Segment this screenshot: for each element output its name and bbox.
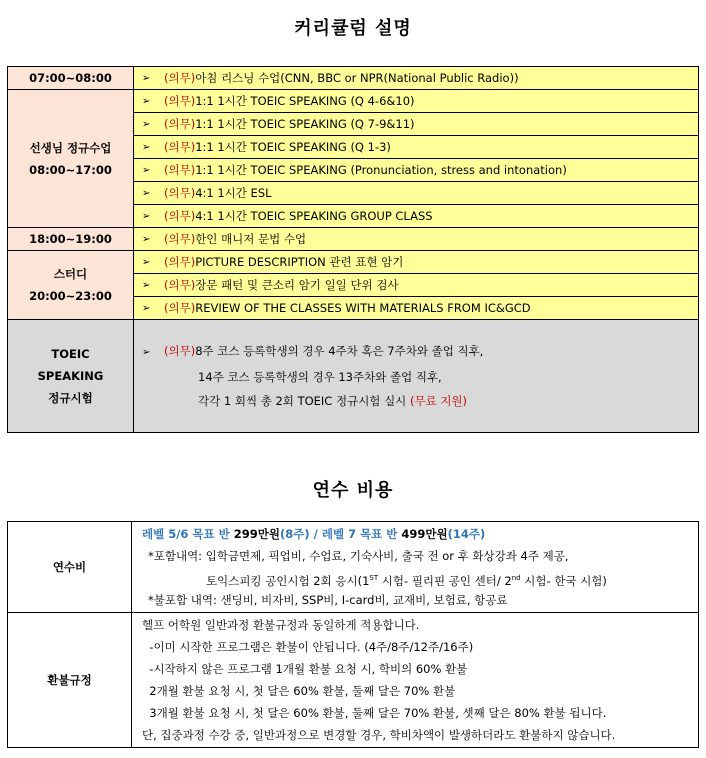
fees-table — [7, 521, 699, 748]
curriculum-table — [7, 66, 699, 433]
curriculum-item: ➢ (의무) 1:1 1시간 TOEIC SPEAKING (Q 4-6&10) — [142, 94, 415, 108]
curriculum-item: ➢ (의무) 한인 매니저 문법 수업 — [142, 232, 307, 246]
fee-details: 레벨 5/6 목표 반 299만원(8주) / 레벨 7 목표 반 499만원(14주) *포함내역: 입학금면제, 픽업비, 수업료, 기숙사비, 출국 전 or 후 화상강좌 4주 제공, 토익스피킹 공인시험 2회 응시(1ST 시험- 필리핀 공인 센터/ 2nd 시험- 한국 시험) *불포함 내역: 샌딩비, 비자비, SSP비, I-card비, 교재비, 보험료, 항공료 — [132, 522, 699, 613]
curriculum-item: ➢ (의무) PICTURE DESCRIPTION 관련 표현 암기 — [142, 255, 404, 269]
time-label: 07:00~08:00 — [8, 67, 134, 90]
exam-description: ➢ (의무)8주 코스 등록학생의 경우 4주차 혹은 7주차와 졸업 직후, 14주 코스 등록학생의 경우 13주차와 졸업 직후, 각각 1 회씩 총 2회 TOEIC 정규시험 실시 (무료 지원) — [134, 320, 699, 433]
time-label: 18:00~19:00 — [8, 228, 134, 251]
curriculum-item: ➢ (의무) 장문 패턴 및 큰소리 암기 일일 단위 검사 — [142, 278, 399, 292]
refund-details: 헬프 어학원 일반과정 환불규정과 동일하게 적용합니다. -이미 시작한 프로그램은 환불이 안됩니다. (4주/8주/12주/16주) -시작하지 않은 프로그램 1개월 환불 요청 시, 학비의 60% 환불 2개월 환불 요청 시, 첫 달은 60% 환불, 둘째 달은 70% 환불 3개월 환불 요청 시, 첫 달은 60% 환불, 둘째 달은 70% 환불, 셋째 달은 80% 환불 됩니다. 단, 집중과정 수강 중, 일반과정으로 변경할 경우, 학비차액이 발생하더라도 환불하지 않습니다. — [132, 613, 699, 748]
time-label: 스터디 20:00~23:00 — [8, 251, 134, 320]
curriculum-item: ➢ (의무) 1:1 1시간 TOEIC SPEAKING (Pronunciation, stress and intonation) — [142, 163, 567, 177]
fee-label: 연수비 — [8, 522, 132, 613]
refund-label: 환불규정 — [8, 613, 132, 748]
fees-title: 연수 비용 — [312, 480, 394, 501]
curriculum-item: ➢ (의무) 1:1 1시간 TOEIC SPEAKING (Q 1-3) — [142, 140, 391, 154]
curriculum-item: ➢ (의무) REVIEW OF THE CLASSES WITH MATERIALS FROM IC&GCD — [142, 301, 531, 315]
exam-label: TOEIC SPEAKING 정규시험 — [8, 320, 134, 433]
curriculum-item: ➢ (의무) 4:1 1시간 ESL — [142, 186, 272, 200]
curriculum-title: 커리큘럼 설명 — [294, 18, 412, 39]
curriculum-item: ➢ (의무) 4:1 1시간 TOEIC SPEAKING GROUP CLASS — [142, 209, 433, 223]
curriculum-item: ➢ (의무) 아침 리스닝 수업(CNN, BBC or NPR(National Public Radio)) — [142, 71, 519, 85]
curriculum-item: ➢ (의무) 1:1 1시간 TOEIC SPEAKING (Q 7-9&11) — [142, 117, 415, 131]
time-label: 선생님 정규수업 08:00~17:00 — [8, 90, 134, 228]
